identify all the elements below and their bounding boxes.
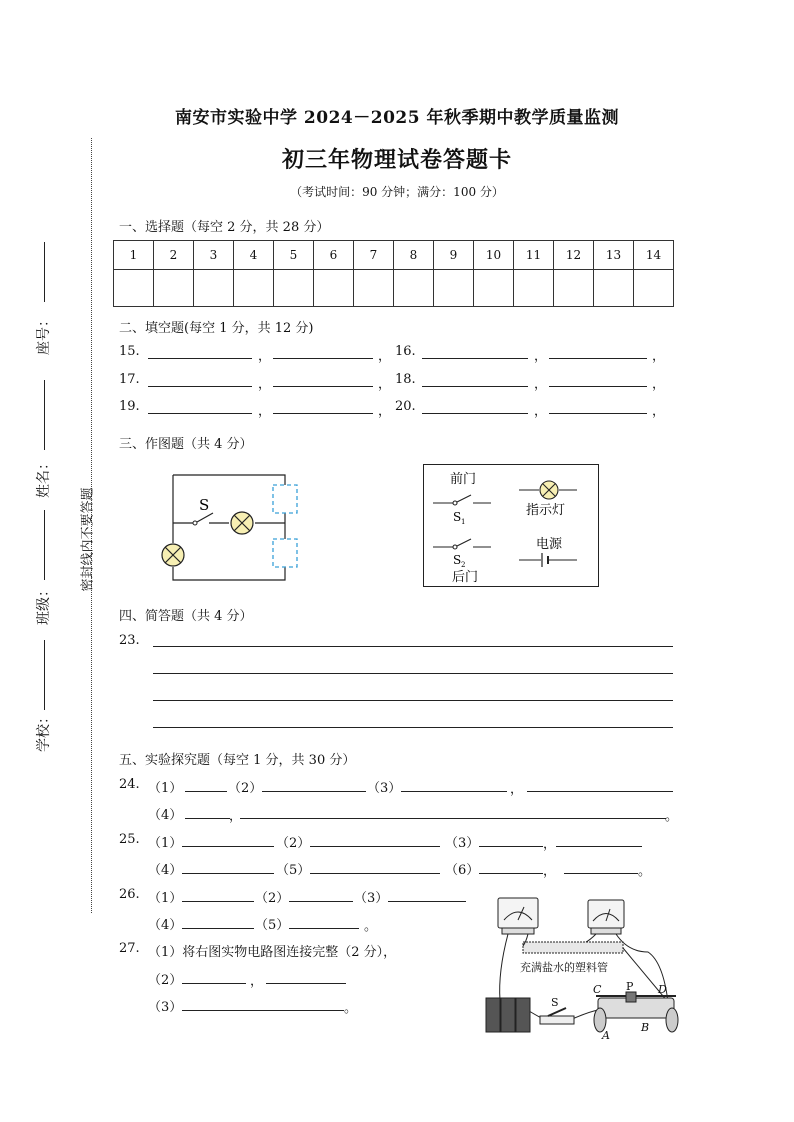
class-underline	[44, 510, 45, 580]
q24-blank-2[interactable]	[262, 791, 366, 792]
answer-cell[interactable]	[194, 270, 234, 307]
q25-blank-6[interactable]	[310, 873, 440, 874]
part-label: （1）	[148, 836, 183, 851]
q26-blank-3[interactable]	[388, 901, 466, 902]
q25-blank-1[interactable]	[182, 846, 274, 847]
part-label: （4）	[148, 808, 183, 823]
lamp-icon	[231, 512, 253, 534]
grid-number: 1	[114, 241, 154, 270]
part-label: （1）	[148, 891, 183, 906]
q17-blank-2[interactable]	[273, 386, 373, 387]
q18-number: 18.	[395, 372, 416, 387]
meter-icon	[588, 900, 624, 934]
power-label: 电源	[536, 537, 563, 552]
q27-number: 27.	[119, 941, 140, 956]
switch-s2-symbol	[433, 539, 491, 549]
part-label: （6）	[445, 863, 480, 878]
answer-grid-answers	[114, 270, 674, 307]
answer-cell[interactable]	[314, 270, 354, 307]
comma: ，	[258, 349, 272, 364]
q24-number: 24.	[119, 777, 140, 792]
q23-answer-line[interactable]	[153, 700, 673, 701]
comma: ，	[258, 377, 272, 392]
school-underline	[44, 640, 45, 710]
section3-title: 三、作图题（共 4 分）	[119, 437, 253, 452]
q25-blank-3[interactable]	[479, 846, 543, 847]
school-label: 学校：	[36, 710, 52, 752]
q17-blank-1[interactable]	[148, 386, 252, 387]
period: 。	[344, 1001, 358, 1016]
seat-underline	[44, 242, 45, 302]
q23-answer-line[interactable]	[153, 646, 673, 647]
section1-title: 一、选择题（每空 2 分，共 28 分）	[119, 220, 330, 235]
q24-blank-6[interactable]	[240, 818, 666, 819]
q20-number: 20.	[395, 399, 416, 414]
answer-grid	[113, 240, 674, 307]
answer-cell[interactable]	[594, 270, 634, 307]
s2-label: S	[453, 553, 462, 567]
name-label: 姓名：	[36, 456, 52, 498]
period: 。	[638, 864, 652, 879]
grid-number: 7	[354, 241, 394, 270]
q27-part1-text: （1）将右图实物电路图连接完整（2 分），	[148, 945, 397, 960]
part-label: （4）	[148, 918, 183, 933]
comma: ，	[534, 349, 548, 364]
answer-cell[interactable]	[554, 270, 594, 307]
section4-title: 四、简答题（共 4 分）	[119, 609, 253, 624]
switch-s-label: S	[199, 496, 210, 514]
comma: ，	[652, 349, 666, 364]
part-label: （5）	[255, 918, 290, 933]
q27-blank-1[interactable]	[182, 983, 246, 984]
back-door-label: 后门	[452, 570, 479, 585]
rheostat-slider-p: P	[626, 980, 634, 993]
comma: ，	[652, 404, 666, 419]
q27-blank-3[interactable]	[182, 1010, 344, 1011]
school-title: 南安市实验中学 2024－2025 年秋季期中教学质量监测	[175, 108, 619, 128]
part-label: （1）	[148, 781, 183, 796]
switch-icon	[540, 1008, 574, 1024]
comma: ，	[378, 404, 392, 419]
q24-blank-1[interactable]	[185, 791, 227, 792]
lamp-icon	[540, 481, 558, 499]
comma: ，	[229, 809, 243, 824]
part-label: （2）	[276, 836, 311, 851]
grid-number: 9	[434, 241, 474, 270]
period: 。	[665, 809, 679, 824]
answer-cell[interactable]	[474, 270, 514, 307]
period: 。	[364, 919, 378, 934]
grid-number: 6	[314, 241, 354, 270]
q23-answer-line[interactable]	[153, 727, 673, 728]
section2-title: 二、填空题(每空 1 分，共 12 分)	[119, 321, 314, 336]
s1-label: S	[453, 510, 462, 524]
part-label: （4）	[148, 863, 183, 878]
q18-blank-2[interactable]	[549, 386, 647, 387]
grid-number: 5	[274, 241, 314, 270]
answer-cell[interactable]	[634, 270, 674, 307]
grid-number: 11	[514, 241, 554, 270]
q25-blank-4[interactable]	[556, 846, 642, 847]
name-underline	[44, 380, 45, 450]
q16-blank-2[interactable]	[549, 358, 647, 359]
part-label: （2）	[148, 973, 183, 988]
q26-number: 26.	[119, 887, 140, 902]
answer-cell[interactable]	[154, 270, 194, 307]
meter-icon	[498, 898, 538, 934]
grid-number: 2	[154, 241, 194, 270]
q20-blank-1[interactable]	[422, 413, 528, 414]
q25-number: 25.	[119, 832, 140, 847]
rheostat-terminal-c: C	[593, 983, 602, 996]
part-label: （2）	[255, 891, 290, 906]
s1-subscript: 1	[461, 518, 466, 526]
part-label: （3）	[367, 781, 402, 796]
battery-pack-icon	[486, 998, 530, 1032]
grid-number: 13	[594, 241, 634, 270]
blank-component-box[interactable]	[273, 485, 297, 513]
q17-number: 17.	[119, 372, 140, 387]
q23-answer-line[interactable]	[153, 673, 673, 674]
seat-label: 座号：	[36, 313, 52, 355]
salt-water-tube	[523, 942, 623, 953]
switch-label: S	[551, 996, 559, 1009]
circuit-diagram-1	[155, 465, 305, 590]
q26-blank-5[interactable]	[289, 928, 359, 929]
q19-blank-1[interactable]	[148, 413, 252, 414]
part-label: （5）	[276, 863, 311, 878]
q15-blank-2[interactable]	[273, 358, 373, 359]
q19-number: 19.	[119, 399, 140, 414]
comma: ，	[378, 377, 392, 392]
grid-number: 12	[554, 241, 594, 270]
q26-blank-4[interactable]	[182, 928, 254, 929]
q23-number: 23.	[119, 633, 140, 648]
answer-cell[interactable]	[354, 270, 394, 307]
comma: ，	[510, 782, 524, 797]
comma: ，	[652, 377, 666, 392]
switch-s1-symbol	[433, 495, 491, 505]
comma: ，	[543, 837, 557, 852]
answer-grid-numbers	[114, 241, 674, 270]
section5-title: 五、实验探究题（每空 1 分，共 30 分）	[119, 753, 356, 768]
comma: ，	[258, 404, 272, 419]
part-label: （3）	[354, 891, 389, 906]
q15-blank-1[interactable]	[148, 358, 252, 359]
card-title: 初三年物理试卷答题卡	[281, 147, 512, 173]
battery-icon	[542, 553, 548, 567]
comma: ，	[543, 864, 557, 879]
q26-blank-1[interactable]	[182, 901, 254, 902]
front-door-label: 前门	[450, 472, 477, 487]
comma: ，	[378, 349, 392, 364]
indicator-label: 指示灯	[526, 503, 566, 518]
q27-blank-2[interactable]	[266, 983, 346, 984]
part-label: （3）	[148, 1000, 183, 1015]
rheostat-icon	[594, 992, 678, 1032]
answer-cell[interactable]	[514, 270, 554, 307]
comma: ，	[534, 404, 548, 419]
comma: ，	[534, 377, 548, 392]
class-label: 班级：	[36, 583, 52, 625]
q24-blank-4[interactable]	[527, 791, 673, 792]
q24-blank-3[interactable]	[401, 791, 507, 792]
answer-cell[interactable]	[434, 270, 474, 307]
answer-cell[interactable]	[274, 270, 314, 307]
q25-blank-2[interactable]	[310, 846, 440, 847]
lamp-icon	[162, 544, 184, 566]
comma: ，	[250, 974, 264, 989]
answer-cell[interactable]	[114, 270, 154, 307]
grid-number: 10	[474, 241, 514, 270]
q15-number: 15.	[119, 344, 140, 359]
grid-number: 3	[194, 241, 234, 270]
grid-number: 8	[394, 241, 434, 270]
exam-info: （考试时间：90 分钟；满分：100 分）	[290, 185, 504, 199]
apparatus-illustration	[478, 892, 696, 1042]
q19-blank-2[interactable]	[273, 413, 373, 414]
rheostat-terminal-d: D	[658, 983, 667, 996]
s2-subscript: 2	[461, 561, 466, 569]
q16-number: 16.	[395, 344, 416, 359]
seal-note: 密封线内不要答题	[80, 487, 96, 592]
q18-blank-1[interactable]	[422, 386, 528, 387]
q20-blank-2[interactable]	[549, 413, 647, 414]
answer-cell[interactable]	[394, 270, 434, 307]
rheostat-terminal-b: B	[641, 1021, 650, 1034]
q16-blank-1[interactable]	[422, 358, 528, 359]
part-label: （2）	[228, 781, 263, 796]
rheostat-terminal-a: A	[602, 1029, 610, 1042]
q24-blank-5[interactable]	[185, 818, 230, 819]
blank-component-box[interactable]	[273, 539, 297, 567]
q26-blank-2[interactable]	[289, 901, 353, 902]
tube-label: 充满盐水的塑料管	[520, 961, 608, 974]
q25-blank-7[interactable]	[479, 873, 543, 874]
part-label: （3）	[445, 836, 480, 851]
grid-number: 4	[234, 241, 274, 270]
q25-blank-8[interactable]	[564, 873, 638, 874]
circuit-diagram-2	[423, 464, 599, 587]
answer-cell[interactable]	[234, 270, 274, 307]
grid-number: 14	[634, 241, 674, 270]
q25-blank-5[interactable]	[182, 873, 274, 874]
